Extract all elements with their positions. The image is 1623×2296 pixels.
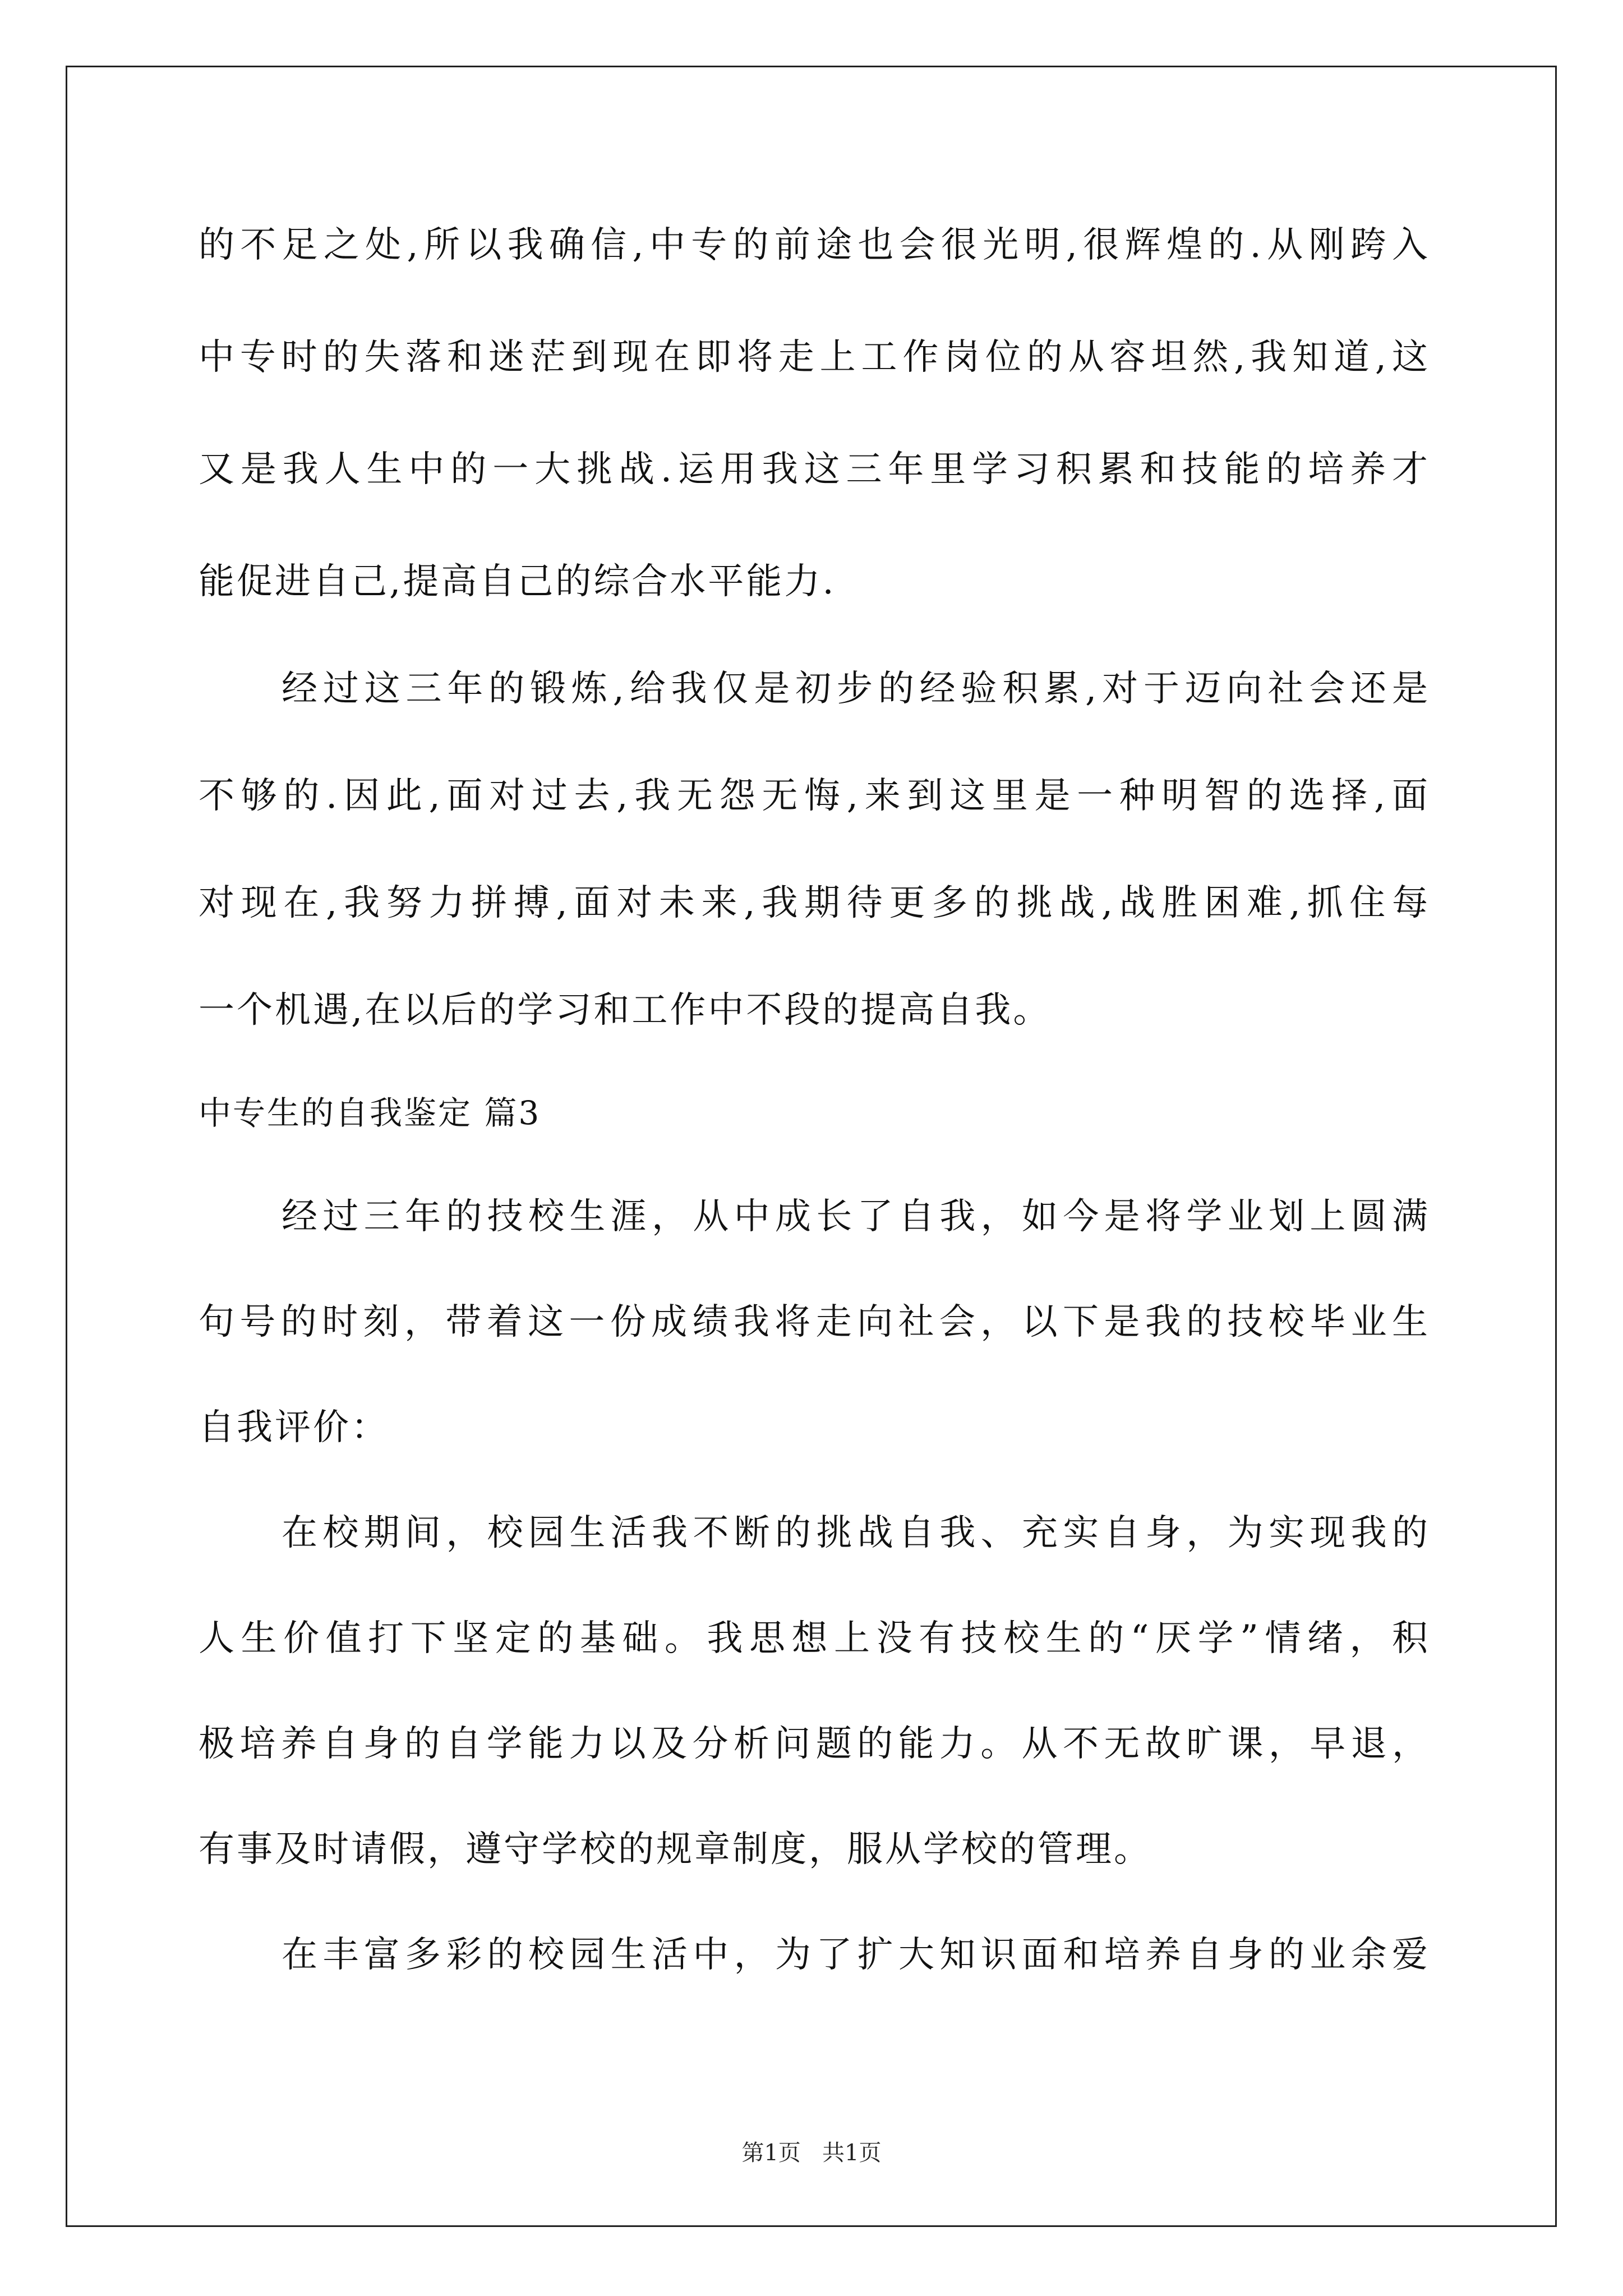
page-number-footer: 第1页 共1页 (741, 2140, 882, 2166)
paragraph-line: 能促进自己,提高自己的综合水平能力. (199, 561, 836, 602)
paragraph-line: 有事及时请假，遵守学校的规章制度，服从学校的管理。 (199, 1829, 1152, 1870)
paragraph-line: 自我评价： (199, 1407, 389, 1448)
paragraph-line: 又是我人生中的一大挑战.运用我这三年里学习积累和技能的培养才 (199, 449, 1430, 490)
paragraph-line: 在丰富多彩的校园生活中，为了扩大知识面和培养自身的业余爱 (282, 1934, 1430, 1976)
paragraph-line: 的不足之处,所以我确信,中专的前途也会很光明,很辉煌的.从刚跨入 (199, 224, 1430, 266)
paragraph-line: 对现在,我努力拼搏,面对未来,我期待更多的挑战,战胜困难,抓住每 (199, 882, 1430, 924)
paragraph-line: 一个机遇,在以后的学习和工作中不段的提高自我。 (199, 990, 1052, 1031)
paragraph-line: 经过三年的技校生涯，从中成长了自我，如今是将学业划上圆满 (282, 1196, 1430, 1237)
paragraph-line: 经过这三年的锻炼,给我仅是初步的经验积累,对于迈向社会还是 (282, 668, 1430, 710)
paragraph-line: 中专时的失落和迷茫到现在即将走上工作岗位的从容坦然,我知道,这 (199, 337, 1430, 378)
paragraph-line: 在校期间，校园生活我不断的挑战自我、充实自身，为实现我的 (282, 1512, 1430, 1554)
paragraph-line: 极培养自身的自学能力以及分析问题的能力。从不无故旷课，早退， (199, 1723, 1430, 1765)
section-heading: 中专生的自我鉴定 篇3 (199, 1094, 541, 1132)
paragraph-line: 句号的时刻，带着这一份成绩我将走向社会，以下是我的技校毕业生 (199, 1301, 1430, 1343)
page-border (66, 66, 1557, 2227)
paragraph-line: 不够的.因此,面对过去,我无怨无悔,来到这里是一种明智的选择,面 (199, 775, 1430, 817)
paragraph-line: 人生价值打下坚定的基础。我思想上没有技校生的“厌学”情绪，积 (199, 1618, 1430, 1659)
